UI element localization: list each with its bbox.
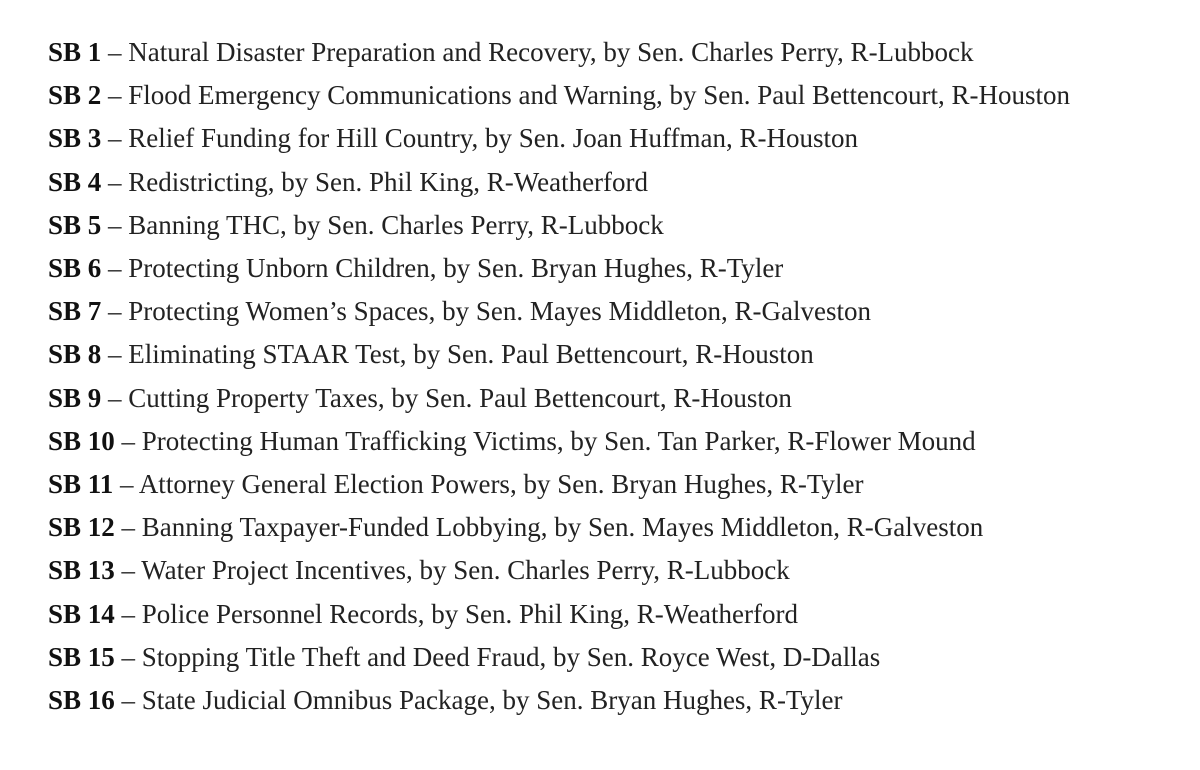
bill-description: Attorney General Election Powers, by Sen. Bryan Hughes, R-Tyler: [138, 469, 864, 500]
bill-number: SB 3: [48, 123, 102, 154]
bill-number: SB 4: [48, 166, 102, 197]
bill-number: SB 15: [48, 641, 115, 672]
bill-item: [48, 593, 1188, 636]
separator: –: [114, 641, 142, 672]
bill-item: [48, 636, 1188, 679]
bill-number: SB 11: [48, 469, 114, 500]
bill-item: [48, 377, 1188, 420]
separator: –: [101, 296, 129, 327]
bill-description: Water Project Incentives, by Sen. Charles Perry, R-Lubbock: [141, 555, 790, 586]
bill-number: SB 12: [48, 512, 115, 543]
bill-description: Stopping Title Theft and Deed Fraud, by Sen. Royce West, D-Dallas: [141, 641, 881, 672]
bill-description: Eliminating STAAR Test, by Sen. Paul Bettencourt, R-Houston: [128, 339, 814, 370]
bill-number: SB 2: [48, 80, 102, 111]
separator: –: [101, 123, 129, 154]
separator: –: [114, 555, 142, 586]
bill-item: [48, 117, 1188, 160]
separator: –: [101, 339, 129, 370]
separator: –: [114, 685, 142, 716]
bill-description: Police Personnel Records, by Sen. Phil King, R-Weatherford: [141, 598, 798, 629]
bill-number: SB 16: [48, 685, 115, 716]
bill-description: Protecting Women’s Spaces, by Sen. Mayes Middleton, R-Galveston: [128, 296, 872, 327]
bill-number: SB 13: [48, 555, 115, 586]
separator: –: [101, 382, 129, 413]
bill-number: SB 9: [48, 382, 102, 413]
bill-number: SB 8: [48, 339, 102, 370]
bill-description: State Judicial Omnibus Package, by Sen. Bryan Hughes, R-Tyler: [141, 685, 843, 716]
bill-list: [48, 31, 1188, 722]
separator: –: [114, 598, 142, 629]
bill-item: [48, 506, 1188, 549]
bill-item: [48, 74, 1188, 117]
separator: –: [101, 209, 129, 240]
separator: –: [101, 37, 129, 67]
bill-description: Relief Funding for Hill Country, by Sen. Joan Huffman, R-Houston: [128, 123, 858, 154]
bill-description: Banning THC, by Sen. Charles Perry, R-Lubbock: [128, 209, 664, 240]
bill-item: [48, 290, 1188, 333]
bill-number: SB 1: [48, 37, 102, 67]
bill-item: [48, 549, 1188, 592]
bill-description: Protecting Human Trafficking Victims, by Sen. Tan Parker, R-Flower Mound: [141, 425, 976, 456]
bill-number: SB 5: [48, 209, 102, 240]
separator: –: [101, 80, 129, 111]
bill-item: [48, 420, 1188, 463]
bill-description: Banning Taxpayer-Funded Lobbying, by Sen. Mayes Middleton, R-Galveston: [141, 512, 984, 543]
separator: –: [101, 166, 129, 197]
bill-item: [48, 31, 1188, 74]
bill-number: SB 7: [48, 296, 102, 327]
bill-item: [48, 204, 1188, 247]
bill-number: SB 14: [48, 598, 115, 629]
bill-item: [48, 463, 1188, 506]
bill-number: SB 10: [48, 425, 115, 456]
bill-item: [48, 333, 1188, 376]
separator: –: [101, 253, 129, 284]
bill-item: [48, 679, 1188, 722]
separator: –: [113, 469, 139, 500]
bill-description: Protecting Unborn Children, by Sen. Bryan Hughes, R-Tyler: [128, 253, 784, 284]
bill-description: Natural Disaster Preparation and Recovery, by Sen. Charles Perry, R-Lubbock: [128, 37, 974, 67]
bill-description: Cutting Property Taxes, by Sen. Paul Bettencourt, R-Houston: [128, 382, 792, 413]
bill-item: [48, 161, 1188, 204]
bill-description: Flood Emergency Communications and Warning, by Sen. Paul Bettencourt, R-Houston: [128, 80, 1070, 111]
bill-description: Redistricting, by Sen. Phil King, R-Weatherford: [128, 166, 649, 197]
bill-item: [48, 247, 1188, 290]
separator: –: [114, 512, 142, 543]
separator: –: [114, 425, 142, 456]
bill-number: SB 6: [48, 253, 102, 284]
